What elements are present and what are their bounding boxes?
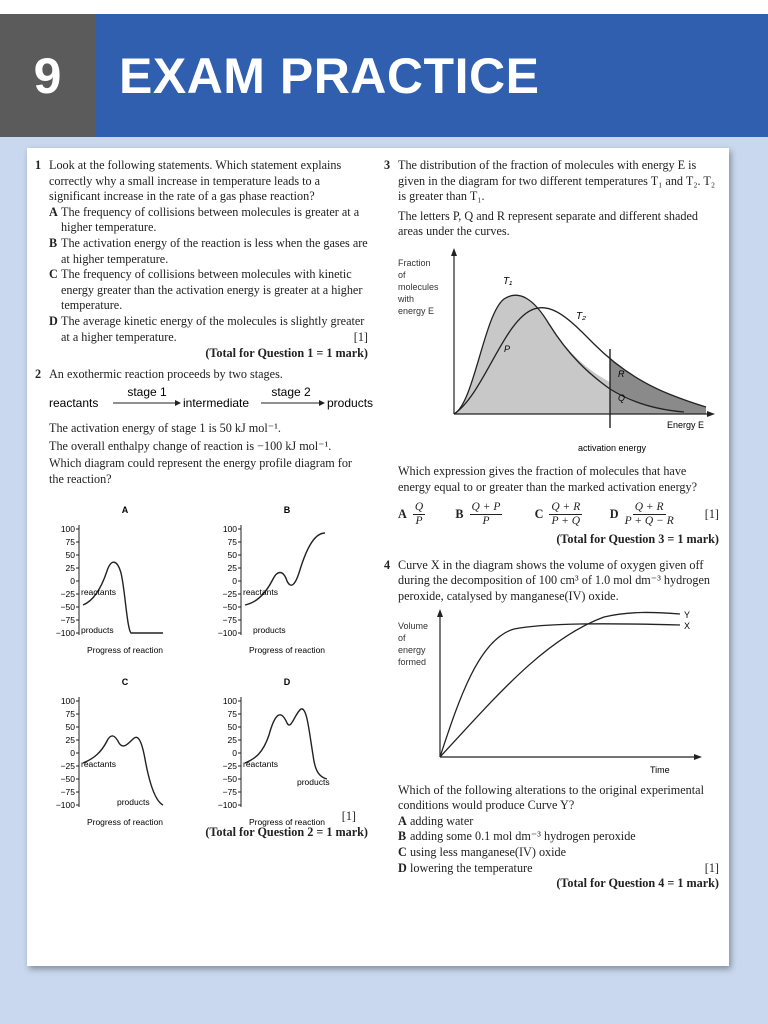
y-tick-label: 75: [65, 709, 75, 720]
area-p: [454, 295, 610, 414]
option-letter: D: [398, 860, 407, 875]
total-q2: [35, 809, 368, 840]
products-label: products: [81, 625, 114, 636]
y-tick-label: −50: [60, 774, 75, 785]
option-text: adding some 0.1 mol dm⁻³ hydrogen peroxide: [410, 829, 636, 844]
ylabel-line: with: [398, 293, 415, 304]
option-a: [49, 205, 368, 236]
option-c: [49, 267, 368, 314]
y-tick-label: −100: [217, 628, 237, 639]
y-tick-label: 25: [227, 735, 237, 746]
option-letter: D: [49, 313, 58, 328]
y-tick-label: 100: [60, 696, 75, 707]
label-t2: T₂: [576, 310, 586, 322]
question-3: [384, 158, 719, 205]
option-letter: C: [398, 844, 407, 859]
total-q3: (Total for Question 3 = 1 mark): [556, 532, 719, 547]
y-tick-label: −50: [60, 602, 75, 613]
energy-profile-curve: [83, 563, 163, 634]
y-tick-label: 50: [227, 722, 237, 733]
total-text: (Total for Question 2 = 1 mark): [205, 824, 368, 839]
graph-label-d: D: [283, 677, 291, 688]
y-tick-label: −75: [60, 787, 75, 798]
label-q: Q: [618, 392, 626, 403]
curve-x: [440, 623, 680, 756]
question-1: [35, 158, 368, 205]
y-tick-label: 50: [65, 550, 75, 561]
xlabel: Progress of reaction: [248, 645, 326, 656]
y-tick-label: 25: [227, 563, 237, 574]
y-tick-label: 0: [70, 576, 75, 587]
graph-label-b: B: [283, 505, 291, 516]
option-letter: A: [49, 204, 58, 219]
option-text: The activation energy of the reaction is less when the gases are at higher temperature.: [61, 235, 368, 266]
xlabel: Progress of reaction: [248, 817, 326, 828]
ylabel-line: Fraction: [398, 257, 431, 268]
label-x: X: [684, 620, 691, 631]
scheme-products: products: [327, 395, 374, 410]
option-c: [535, 501, 610, 528]
q2-line1: The activation energy of stage 1 is 50 kJ mol⁻¹.: [49, 420, 281, 435]
ylabel-line: formed: [398, 656, 427, 667]
denominator: P: [482, 515, 490, 528]
question-4: [384, 558, 719, 605]
mark: [1]: [704, 860, 719, 875]
option-d: [398, 861, 719, 877]
graph-label-c: C: [121, 677, 129, 688]
xlabel: Time: [650, 764, 670, 775]
ylabel-line: Volume: [398, 620, 429, 631]
y-tick-label: −100: [55, 628, 75, 639]
page-title: EXAM PRACTICE: [95, 14, 768, 137]
scheme-stage2: stage 2: [271, 384, 311, 399]
scheme-reactants: reactants: [49, 395, 99, 410]
y-tick-label: −100: [217, 800, 237, 811]
label-r: R: [618, 368, 625, 379]
option-letter: C: [49, 267, 58, 282]
ylabel-line: molecules: [398, 281, 439, 292]
ylabel-line: of: [398, 632, 406, 643]
question-number: 4: [384, 557, 391, 572]
y-tick-label: 100: [222, 524, 237, 535]
exam-page: [27, 148, 729, 966]
fraction: [625, 501, 674, 528]
question-stem: Look at the following statements. Which statement explains correctly why a small increase in temperature leads to a significant increase in the rate of a gas phase reaction?: [49, 158, 342, 204]
option-text: The frequency of collisions between molecules with kinetic energy greater than the activation energy is greater at a higher temperature.: [61, 267, 363, 313]
y-tick-label: 75: [227, 537, 237, 548]
energy-profile-diagrams: [35, 495, 368, 835]
chapter-number: 9: [0, 14, 95, 137]
question-stem: Curve X in the diagram shows the volume of oxygen given off during the decomposition of 100 cm³ of 1.0 mol dm⁻³ hydrogen peroxide, catalysed by manganese(IV) oxide.: [398, 557, 710, 603]
graph-ylabel: [397, 258, 439, 316]
option-text: using less manganese(IV) oxide: [410, 844, 567, 859]
products-label: products: [253, 625, 286, 636]
mark: [1]: [353, 330, 368, 345]
y-tick-label: 0: [232, 576, 237, 587]
y-tick-label: 25: [65, 735, 75, 746]
question-stem-2: The letters P, Q and R represent separate and different shaded areas under the curves.: [398, 208, 698, 239]
option-text: The average kinetic energy of the molecules is slightly greater at a higher temperature.: [61, 313, 365, 344]
label-y: Y: [684, 609, 691, 620]
y-tick-label: −25: [222, 589, 237, 600]
option-a: [398, 814, 719, 830]
ylabel-line: of: [398, 269, 406, 280]
option-text: The frequency of collisions between molecules is greater at a higher temperature.: [61, 204, 360, 235]
denominator: P + Q: [551, 515, 581, 528]
right-column: [384, 158, 719, 892]
reactants-label: reactants: [243, 587, 278, 598]
ylabel-line: energy: [398, 644, 426, 655]
question-number: 1: [35, 158, 42, 172]
option-letter: C: [534, 506, 544, 521]
fraction: [549, 501, 582, 528]
y-tick-label: 50: [65, 722, 75, 733]
top-strip: [0, 0, 768, 14]
y-tick-label: 75: [65, 537, 75, 548]
option-text: lowering the temperature: [410, 860, 533, 875]
reactants-label: reactants: [243, 759, 278, 770]
q4-question: Which of the following alterations to the original experimental conditions would produce Curve Y?: [398, 782, 704, 813]
q3-options: [398, 501, 719, 528]
y-tick-label: −100: [55, 800, 75, 811]
numerator: Q + P: [471, 501, 501, 514]
question-2: [35, 367, 368, 383]
y-tick-label: −25: [60, 761, 75, 772]
option-text: adding water: [410, 813, 474, 828]
total-q4: (Total for Question 4 = 1 mark): [556, 876, 719, 891]
numerator: Q: [414, 501, 424, 514]
y-tick-label: 0: [232, 748, 237, 759]
y-tick-label: −25: [222, 761, 237, 772]
y-tick-label: 25: [65, 563, 75, 574]
mark: [1]: [341, 809, 356, 824]
question-stem: The distribution of the fraction of molecules with energy E is given in the diagram for two different temperatures T₁ and T₂. T₂ is greater than T₁.: [398, 158, 716, 204]
mark: [1]: [704, 506, 719, 521]
distribution-graph: [384, 244, 719, 464]
option-b: [49, 236, 368, 267]
option-d: [610, 501, 705, 528]
label-p: P: [504, 343, 511, 354]
y-tick-label: −50: [222, 774, 237, 785]
total-q1: (Total for Question 1 = 1 mark): [205, 345, 368, 360]
y-tick-label: −75: [222, 787, 237, 798]
y-tick-label: 100: [222, 696, 237, 707]
question-stem: An exothermic reaction proceeds by two stages.: [49, 367, 283, 382]
denominator: P + Q − R: [624, 515, 674, 528]
y-tick-label: −75: [222, 615, 237, 626]
option-letter: B: [398, 829, 407, 844]
question-number: 2: [35, 367, 42, 382]
energy-profile-curve: [83, 736, 163, 808]
graph-label-a: A: [121, 505, 129, 516]
products-label: products: [297, 777, 330, 788]
option-a: [398, 501, 455, 528]
xlabel: Progress of reaction: [86, 817, 164, 828]
y-tick-label: −75: [60, 615, 75, 626]
scheme-intermediate: intermediate: [183, 395, 250, 410]
option-letter: A: [398, 813, 407, 828]
numerator: Q + R: [634, 501, 664, 514]
reactants-label: reactants: [81, 759, 116, 770]
option-c: [398, 845, 719, 861]
ylabel-line: energy E: [398, 305, 435, 316]
y-tick-label: −50: [222, 602, 237, 613]
option-letter: B: [49, 235, 58, 250]
oxygen-graph: [384, 609, 719, 781]
numerator: Q + R: [551, 501, 581, 514]
reaction-scheme: [35, 384, 374, 415]
y-tick-label: 75: [227, 709, 237, 720]
option-letter: B: [455, 506, 464, 521]
label-t1: T₁: [503, 275, 513, 287]
products-label: products: [117, 797, 150, 808]
scheme-stage1: stage 1: [127, 384, 167, 399]
y-tick-label: 50: [227, 550, 237, 561]
option-b: [398, 829, 719, 845]
left-column: [35, 158, 374, 840]
activation-label: activation energy: [578, 442, 647, 453]
q2-line3: Which diagram could represent the energy profile diagram for the reaction?: [49, 456, 352, 486]
curve-y: [440, 612, 680, 757]
fraction: [470, 501, 503, 528]
xlabel: Energy E: [667, 419, 705, 430]
option-d: [49, 314, 368, 345]
q3-question: Which expression gives the fraction of molecules that have energy equal to or greater than the marked activation energy?: [398, 463, 698, 494]
reactants-label: reactants: [81, 587, 116, 598]
xlabel: Progress of reaction: [86, 645, 164, 656]
option-letter: D: [609, 506, 619, 521]
y-tick-label: −25: [60, 589, 75, 600]
y-tick-label: 100: [60, 524, 75, 535]
y-tick-label: 0: [70, 748, 75, 759]
fraction: [413, 501, 425, 528]
question-number: 3: [384, 158, 391, 172]
option-letter: A: [398, 506, 407, 521]
option-b: [455, 501, 534, 528]
denominator: P: [415, 515, 423, 528]
q2-line2: The overall enthalpy change of reaction is −100 kJ mol⁻¹.: [49, 438, 332, 453]
